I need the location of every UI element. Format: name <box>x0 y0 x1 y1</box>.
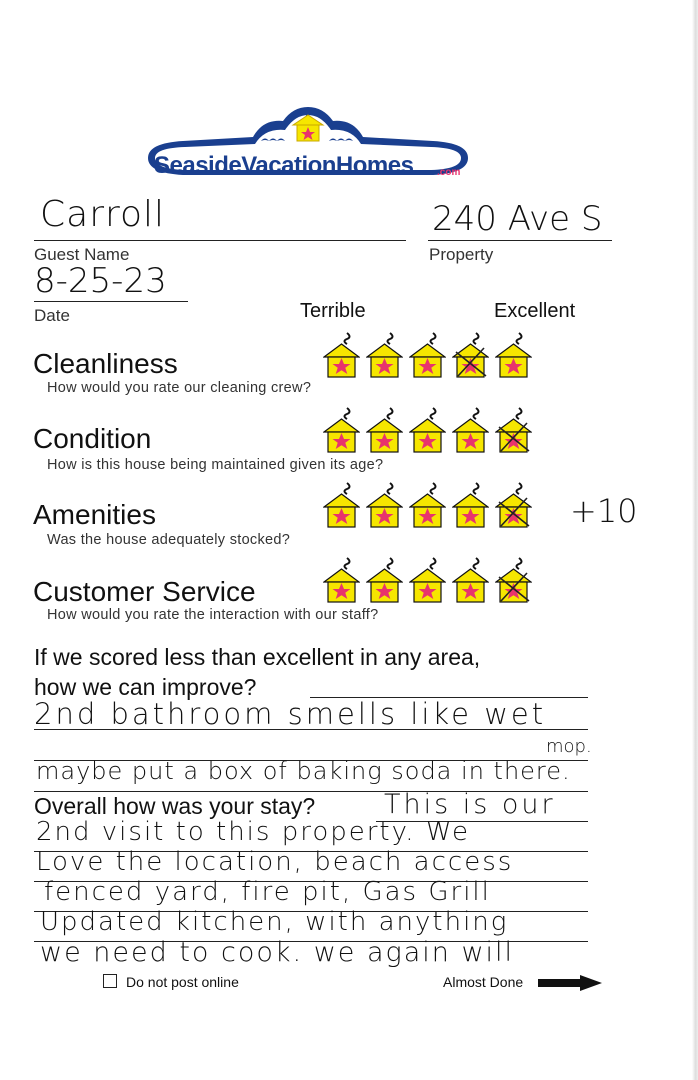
rating-condition <box>0 405 698 475</box>
overall-text-line2: 2nd visit to this property. We <box>36 817 471 847</box>
house-icon[interactable] <box>452 407 489 453</box>
property-line <box>428 240 612 241</box>
guest-name-label: Guest Name <box>34 245 130 264</box>
do-not-post-label: Do not post online <box>126 974 239 990</box>
logo-domain-suffix: .com <box>437 167 461 178</box>
improve-prompt-line1: If we scored less than excellent in any area, <box>34 644 481 670</box>
house-icon[interactable] <box>452 332 489 378</box>
house-icon[interactable] <box>366 557 403 603</box>
house-icon[interactable] <box>409 407 446 453</box>
guest-name-value: Carroll <box>40 194 166 235</box>
guest-name-line <box>34 240 406 241</box>
overall-text-line1: This is our <box>384 789 556 820</box>
do-not-post-checkbox[interactable] <box>103 974 117 988</box>
rating-amenities <box>0 480 698 550</box>
house-icon[interactable] <box>495 407 532 453</box>
improve-text-line1: 2nd bathroom smells like wet <box>34 697 547 731</box>
company-logo <box>143 103 473 195</box>
rating-question: Was the house adequately stocked? <box>47 532 291 548</box>
house-rating-group[interactable] <box>323 557 532 603</box>
improve-text-line3: maybe put a box of baking soda in there. <box>36 757 571 785</box>
rating-cleanliness <box>0 330 698 400</box>
almost-done-label: Almost Done <box>443 974 524 990</box>
overall-text-line6: we need to cook. we again will <box>40 937 515 968</box>
logo-graphic <box>143 103 473 195</box>
overall-text-line3: Love the location, beach access <box>36 847 514 877</box>
rating-question: How would you rate the interaction with our staff? <box>47 607 379 623</box>
house-icon[interactable] <box>323 482 360 528</box>
house-icon[interactable] <box>452 557 489 603</box>
improve-insert: mop. <box>546 736 592 757</box>
property-value: 240 Ave S <box>432 199 603 239</box>
overall-text-line5: Updated kitchen, with anything <box>40 907 509 937</box>
improve-line-1 <box>34 729 588 730</box>
logo-brand: SeasideVacationHomes <box>154 152 414 179</box>
house-rating-group[interactable] <box>323 407 532 453</box>
house-icon[interactable] <box>495 482 532 528</box>
house-icon[interactable] <box>366 407 403 453</box>
house-icon[interactable] <box>452 482 489 528</box>
house-icon[interactable] <box>409 332 446 378</box>
house-rating-group[interactable] <box>323 482 532 528</box>
overall-text-line4: fenced yard, fire pit, Gas Grill <box>44 877 491 907</box>
property-label: Property <box>429 245 494 264</box>
scan-edge <box>692 0 698 1080</box>
improve-prompt-line2: how we can improve? <box>34 674 257 700</box>
rating-title: Customer Service <box>33 576 256 607</box>
next-arrow-icon[interactable] <box>538 975 602 991</box>
rating-customer-service <box>0 555 698 625</box>
house-rating-group[interactable] <box>323 332 532 378</box>
rating-title: Condition <box>33 423 152 454</box>
amenities-note: +10 <box>570 492 638 530</box>
house-icon[interactable] <box>323 407 360 453</box>
rating-title: Cleanliness <box>33 348 178 379</box>
date-value: 8-25-23 <box>34 261 167 301</box>
rating-question: How would you rate our cleaning crew? <box>47 380 312 396</box>
house-icon[interactable] <box>495 332 532 378</box>
house-icon[interactable] <box>323 332 360 378</box>
house-icon[interactable] <box>323 557 360 603</box>
overall-prompt: Overall how was your stay? <box>34 793 316 819</box>
house-icon[interactable] <box>366 332 403 378</box>
house-icon[interactable] <box>495 557 532 603</box>
house-icon[interactable] <box>409 482 446 528</box>
rating-title: Amenities <box>33 499 156 530</box>
scale-high-label: Excellent <box>494 300 576 322</box>
house-icon[interactable] <box>366 482 403 528</box>
date-label: Date <box>34 306 70 325</box>
house-icon[interactable] <box>409 557 446 603</box>
date-line <box>34 301 188 302</box>
scale-low-label: Terrible <box>300 300 366 322</box>
rating-question: How is this house being maintained given its age? <box>47 457 384 473</box>
